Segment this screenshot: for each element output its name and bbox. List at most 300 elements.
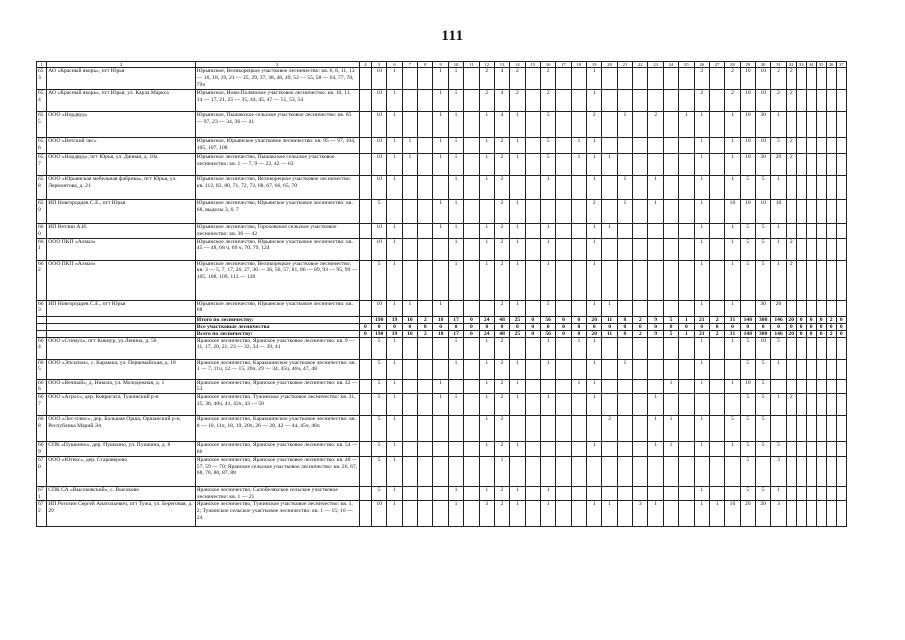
value-cell (663, 68, 678, 90)
value-cell (602, 200, 617, 224)
value-cell (633, 238, 648, 260)
header-cell: 16 (540, 62, 555, 68)
value-cell (796, 394, 806, 416)
value-cell (806, 200, 816, 224)
value-cell (525, 442, 540, 457)
value-cell (556, 200, 571, 224)
value-cell: 10 (372, 68, 387, 90)
table-row (37, 176, 847, 200)
value-cell (826, 90, 836, 112)
value-cell: 0 (694, 323, 709, 330)
organization-cell: ИП Ветлин А.И. (47, 224, 196, 239)
value-cell (433, 486, 448, 501)
value-cell (709, 337, 724, 359)
value-cell (756, 456, 771, 486)
value-cell: 19 (387, 330, 402, 337)
value-cell (806, 359, 816, 379)
value-cell (806, 416, 816, 442)
value-cell (617, 90, 632, 112)
value-cell (402, 112, 417, 138)
value-cell: 1 (387, 359, 402, 379)
value-cell (525, 416, 540, 442)
value-cell: 2 (826, 330, 836, 337)
value-cell: 5 (756, 176, 771, 200)
organization-cell: ООО «Лес-плюс», дер. Большая Орша, Оршанский р-н, Республика Марий Эл (47, 416, 196, 442)
value-cell (571, 501, 586, 527)
value-cell: 10 (756, 90, 771, 112)
header-cell: 23 (648, 62, 663, 68)
value-cell: 1 (725, 224, 740, 239)
value-cell (836, 300, 846, 316)
value-cell: 25 (510, 330, 525, 337)
value-cell (709, 379, 724, 394)
value-cell (602, 337, 617, 359)
value-cell: 24 (479, 316, 494, 323)
value-cell (617, 442, 632, 457)
value-cell (826, 260, 836, 300)
value-cell (402, 238, 417, 260)
value-cell (648, 260, 663, 300)
summary-row (37, 323, 847, 330)
value-cell: 1 (540, 176, 555, 200)
value-cell: 4 (494, 90, 509, 112)
value-cell: 0 (525, 316, 540, 323)
value-cell (709, 224, 724, 239)
value-cell (556, 112, 571, 138)
value-cell: 1 (433, 90, 448, 112)
value-cell: 2 (694, 68, 709, 90)
value-cell: 0 (571, 316, 586, 323)
value-cell: 2 (418, 316, 433, 323)
location-cell: Яранское лесничество, Тужинское участковое лесничество: кв. 31, 35, 36, 40ч, 41, 42ч, 43 — 50 (195, 394, 359, 416)
value-cell: 2 (826, 316, 836, 323)
value-cell (679, 486, 694, 501)
value-cell: 0 (418, 323, 433, 330)
value-cell (806, 456, 816, 486)
summary-row (37, 330, 847, 337)
value-cell (709, 238, 724, 260)
value-cell (796, 379, 806, 394)
value-cell (510, 456, 525, 486)
value-cell: 2 (725, 68, 740, 90)
value-cell: 2 (540, 68, 555, 90)
value-cell: 1 (510, 486, 525, 501)
value-cell: 2 (540, 90, 555, 112)
value-cell (556, 456, 571, 486)
value-cell: 1 (479, 359, 494, 379)
value-cell: 5 (756, 486, 771, 501)
value-cell: 1 (648, 200, 663, 224)
value-cell (786, 112, 796, 138)
value-cell (796, 456, 806, 486)
value-cell (806, 501, 816, 527)
value-cell (826, 176, 836, 200)
header-cell: 19 (587, 62, 602, 68)
value-cell (663, 238, 678, 260)
value-cell (836, 200, 846, 224)
table-row (37, 501, 847, 527)
value-cell: 1 (771, 224, 786, 239)
value-cell (464, 90, 479, 112)
value-cell: 1 (387, 486, 402, 501)
value-cell: 1 (571, 337, 586, 359)
value-cell (359, 486, 371, 501)
value-cell (402, 394, 417, 416)
value-cell: 10 (725, 501, 740, 527)
value-cell (464, 442, 479, 457)
value-cell (418, 238, 433, 260)
value-cell (359, 90, 371, 112)
value-cell (679, 379, 694, 394)
value-cell: 0 (402, 323, 417, 330)
value-cell (826, 154, 836, 176)
value-cell (679, 138, 694, 154)
row-number: 662 (37, 260, 47, 300)
value-cell: 1 (387, 260, 402, 300)
value-cell: 146 (771, 330, 786, 337)
value-cell (525, 154, 540, 176)
value-cell (633, 337, 648, 359)
summary-row (37, 316, 847, 323)
header-cell: 2 (47, 62, 196, 68)
value-cell (816, 456, 826, 486)
value-cell (648, 90, 663, 112)
value-cell: 0 (479, 323, 494, 330)
value-cell (796, 486, 806, 501)
row-number: 661 (37, 238, 47, 260)
value-cell (402, 337, 417, 359)
location-cell: Яранское лесничество, Каракшинское участковое лесничество: кв. 8 — 10, 11ч, 18, 19, 20ч, 26 — 28, 42 — 44, 45ч, 46ч (195, 416, 359, 442)
value-cell (571, 456, 586, 486)
header-cell: 8 (418, 62, 433, 68)
value-cell: 2 (479, 90, 494, 112)
value-cell (571, 112, 586, 138)
value-cell: 1 (510, 260, 525, 300)
value-cell: 1 (648, 442, 663, 457)
value-cell: 0 (602, 323, 617, 330)
value-cell: 5 (740, 337, 755, 359)
value-cell (540, 379, 555, 394)
value-cell: 1 (587, 260, 602, 300)
value-cell (556, 337, 571, 359)
value-cell (587, 456, 602, 486)
value-cell (433, 337, 448, 359)
value-cell: 0 (359, 330, 371, 337)
value-cell: 20 (740, 501, 755, 527)
value-cell (806, 112, 816, 138)
table-row (37, 394, 847, 416)
value-cell (525, 260, 540, 300)
value-cell (602, 138, 617, 154)
value-cell (709, 200, 724, 224)
value-cell (402, 260, 417, 300)
value-cell: 0 (796, 316, 806, 323)
location-cell: Юрьянское лесничество, Великорецкое участковое лесничество: кв. 3 — 5, 7, 17, 26, 27, 30 — 36, 56, 57, 81, 86 — 89, 93 — 95, 99 — 105, 108, 109, 113 — 120 (195, 260, 359, 300)
value-cell: 21 (694, 316, 709, 323)
value-cell: 10 (740, 154, 755, 176)
table-row (37, 379, 847, 394)
value-cell (602, 112, 617, 138)
value-cell (464, 260, 479, 300)
value-cell (663, 359, 678, 379)
value-cell (617, 379, 632, 394)
value-cell: 1 (479, 486, 494, 501)
value-cell: 2 (510, 68, 525, 90)
value-cell: 10 (740, 379, 755, 394)
value-cell: 0 (756, 323, 771, 330)
value-cell: 5 (771, 138, 786, 154)
value-cell (836, 394, 846, 416)
header-cell: 30 (756, 62, 771, 68)
value-cell: 1 (448, 238, 463, 260)
value-cell: 1 (587, 238, 602, 260)
value-cell (602, 260, 617, 300)
value-cell: 2 (786, 154, 796, 176)
location-cell: Яранское лесничество, Тужинское участковое лесничество: кв. 1, 2; Тужинское сельское участковое лесничество: кв. 1 — 15; 16 — 24 (195, 501, 359, 527)
value-cell (796, 337, 806, 359)
value-cell (433, 416, 448, 442)
value-cell (433, 176, 448, 200)
value-cell: 1 (402, 300, 417, 316)
value-cell (525, 359, 540, 379)
value-cell (359, 394, 371, 416)
header-cell: 12 (479, 62, 494, 68)
value-cell: 2 (648, 112, 663, 138)
value-cell (633, 200, 648, 224)
value-cell: 1 (694, 337, 709, 359)
row-number: 670 (37, 456, 47, 486)
value-cell: 48 (494, 330, 509, 337)
value-cell (556, 238, 571, 260)
value-cell: 1 (479, 442, 494, 457)
value-cell (633, 176, 648, 200)
value-cell (796, 238, 806, 260)
value-cell (448, 379, 463, 394)
value-cell: 5 (740, 224, 755, 239)
header-cell: 20 (602, 62, 617, 68)
value-cell: 1 (448, 501, 463, 527)
value-cell (836, 456, 846, 486)
value-cell: 1 (694, 260, 709, 300)
value-cell (510, 176, 525, 200)
value-cell: 1 (479, 238, 494, 260)
value-cell (796, 112, 806, 138)
forestry-table (36, 61, 847, 527)
value-cell (464, 200, 479, 224)
value-cell: 1 (694, 501, 709, 527)
value-cell (806, 379, 816, 394)
value-cell (633, 90, 648, 112)
value-cell (796, 68, 806, 90)
value-cell (510, 416, 525, 442)
value-cell: 1 (571, 154, 586, 176)
value-cell: 5 (663, 316, 678, 323)
value-cell (418, 442, 433, 457)
organization-cell: СПК СА «Высоковский», с. Высоково (47, 486, 196, 501)
value-cell: 1 (494, 456, 509, 486)
value-cell: 300 (756, 330, 771, 337)
value-cell (816, 501, 826, 527)
value-cell: 1 (571, 379, 586, 394)
value-cell (633, 394, 648, 416)
value-cell: 5 (756, 394, 771, 416)
value-cell: 2 (633, 316, 648, 323)
value-cell: 1 (725, 337, 740, 359)
value-cell (633, 359, 648, 379)
value-cell (359, 456, 371, 486)
value-cell (679, 337, 694, 359)
value-cell: 2 (725, 90, 740, 112)
organization-cell: ООО «Нордвуд» (47, 112, 196, 138)
value-cell (448, 300, 463, 316)
value-cell (525, 200, 540, 224)
value-cell: 1 (433, 300, 448, 316)
value-cell: 0 (806, 316, 816, 323)
value-cell: 2 (494, 176, 509, 200)
row-number: 669 (37, 442, 47, 457)
header-cell: 31 (771, 62, 786, 68)
value-cell (679, 442, 694, 457)
value-cell (359, 501, 371, 527)
value-cell (679, 416, 694, 442)
value-cell (602, 238, 617, 260)
value-cell: 5 (372, 379, 387, 394)
value-cell: 1 (540, 224, 555, 239)
value-cell: 5 (540, 138, 555, 154)
value-cell: 5 (740, 442, 755, 457)
header-cell: 3 (195, 62, 359, 68)
value-cell: 1 (602, 501, 617, 527)
value-cell: 1 (510, 138, 525, 154)
value-cell (796, 200, 806, 224)
value-cell (836, 224, 846, 239)
value-cell: 0 (816, 323, 826, 330)
value-cell (679, 238, 694, 260)
value-cell: 0 (709, 323, 724, 330)
value-cell (540, 442, 555, 457)
value-cell: 1 (510, 238, 525, 260)
location-cell: Юрьянское лесничество, Гороховское сельское участковое лесничество: кв. 36 — 42 (195, 224, 359, 239)
value-cell (433, 359, 448, 379)
value-cell: 5 (756, 260, 771, 300)
value-cell (663, 176, 678, 200)
value-cell: 5 (771, 442, 786, 457)
value-cell: 1 (617, 176, 632, 200)
value-cell (679, 394, 694, 416)
value-cell (648, 359, 663, 379)
row-number: 657 (37, 154, 47, 176)
value-cell: 0 (836, 330, 846, 337)
value-cell (826, 300, 836, 316)
table-row (37, 486, 847, 501)
value-cell (433, 260, 448, 300)
value-cell: 0 (464, 323, 479, 330)
value-cell (571, 238, 586, 260)
value-cell (418, 337, 433, 359)
value-cell: 1 (571, 138, 586, 154)
value-cell (359, 112, 371, 138)
header-cell: 18 (571, 62, 586, 68)
row-number: 658 (37, 176, 47, 200)
value-cell (464, 154, 479, 176)
value-cell: 1 (433, 138, 448, 154)
table-row (37, 337, 847, 359)
value-cell (525, 224, 540, 239)
value-cell: 1 (387, 112, 402, 138)
location-cell: Яранское лесничество, Каракшинское участковое лесничество: кв. 1 — 7, 11ч, 12 — 15, 20ч, 29 — 34, 45ч, 46ч, 47, 48 (195, 359, 359, 379)
value-cell: 10 (402, 316, 417, 323)
value-cell: 10 (756, 68, 771, 90)
value-cell: 10 (372, 112, 387, 138)
value-cell (725, 486, 740, 501)
value-cell (786, 224, 796, 239)
value-cell: 10 (771, 200, 786, 224)
value-cell: 1 (587, 379, 602, 394)
value-cell (525, 337, 540, 359)
value-cell (663, 456, 678, 486)
value-cell: 19 (387, 316, 402, 323)
value-cell: 5 (372, 442, 387, 457)
value-cell: 3 (771, 501, 786, 527)
value-cell (816, 238, 826, 260)
value-cell (556, 300, 571, 316)
value-cell (663, 154, 678, 176)
value-cell (679, 90, 694, 112)
value-cell (402, 176, 417, 200)
value-cell: 5 (740, 238, 755, 260)
value-cell (464, 224, 479, 239)
value-cell (679, 456, 694, 486)
value-cell (796, 90, 806, 112)
value-cell (806, 260, 816, 300)
value-cell: 2 (494, 501, 509, 527)
value-cell: 2 (786, 238, 796, 260)
value-cell (663, 112, 678, 138)
value-cell (816, 379, 826, 394)
table-row (37, 442, 847, 457)
value-cell (816, 442, 826, 457)
value-cell (540, 416, 555, 442)
value-cell: 0 (725, 323, 740, 330)
location-cell: Юрьянское, Великорецкое участковое лесничество: кв. 6, 8, 11, 13 — 16, 18, 19, 21 — 25, 29, 37, 38, 48, 49, 52 — 55, 58 — 64, 77, 78, 79ч (195, 68, 359, 90)
value-cell (464, 238, 479, 260)
value-cell (556, 90, 571, 112)
header-cell: 25 (679, 62, 694, 68)
value-cell (525, 176, 540, 200)
value-cell: 1 (387, 90, 402, 112)
value-cell: 25 (510, 316, 525, 323)
value-cell (826, 337, 836, 359)
value-cell (359, 337, 371, 359)
value-cell (663, 200, 678, 224)
value-cell (836, 260, 846, 300)
value-cell: 0 (587, 323, 602, 330)
value-cell: 11 (602, 330, 617, 337)
value-cell (359, 224, 371, 239)
header-cell: 27 (709, 62, 724, 68)
value-cell: 5 (372, 359, 387, 379)
value-cell (602, 90, 617, 112)
organization-cell: ООО «Стимул», пгт Кикнур, ул.Ленина, д. 56 (47, 337, 196, 359)
value-cell (679, 200, 694, 224)
row-number: 665 (37, 359, 47, 379)
value-cell: 0 (433, 323, 448, 330)
value-cell (571, 200, 586, 224)
organization-cell: ИП Рогозин Сергей Анатольевич, пгт Тужа, ул. Береговая, д. 29 (47, 501, 196, 527)
value-cell (786, 300, 796, 316)
value-cell (786, 456, 796, 486)
value-cell: 0 (571, 330, 586, 337)
